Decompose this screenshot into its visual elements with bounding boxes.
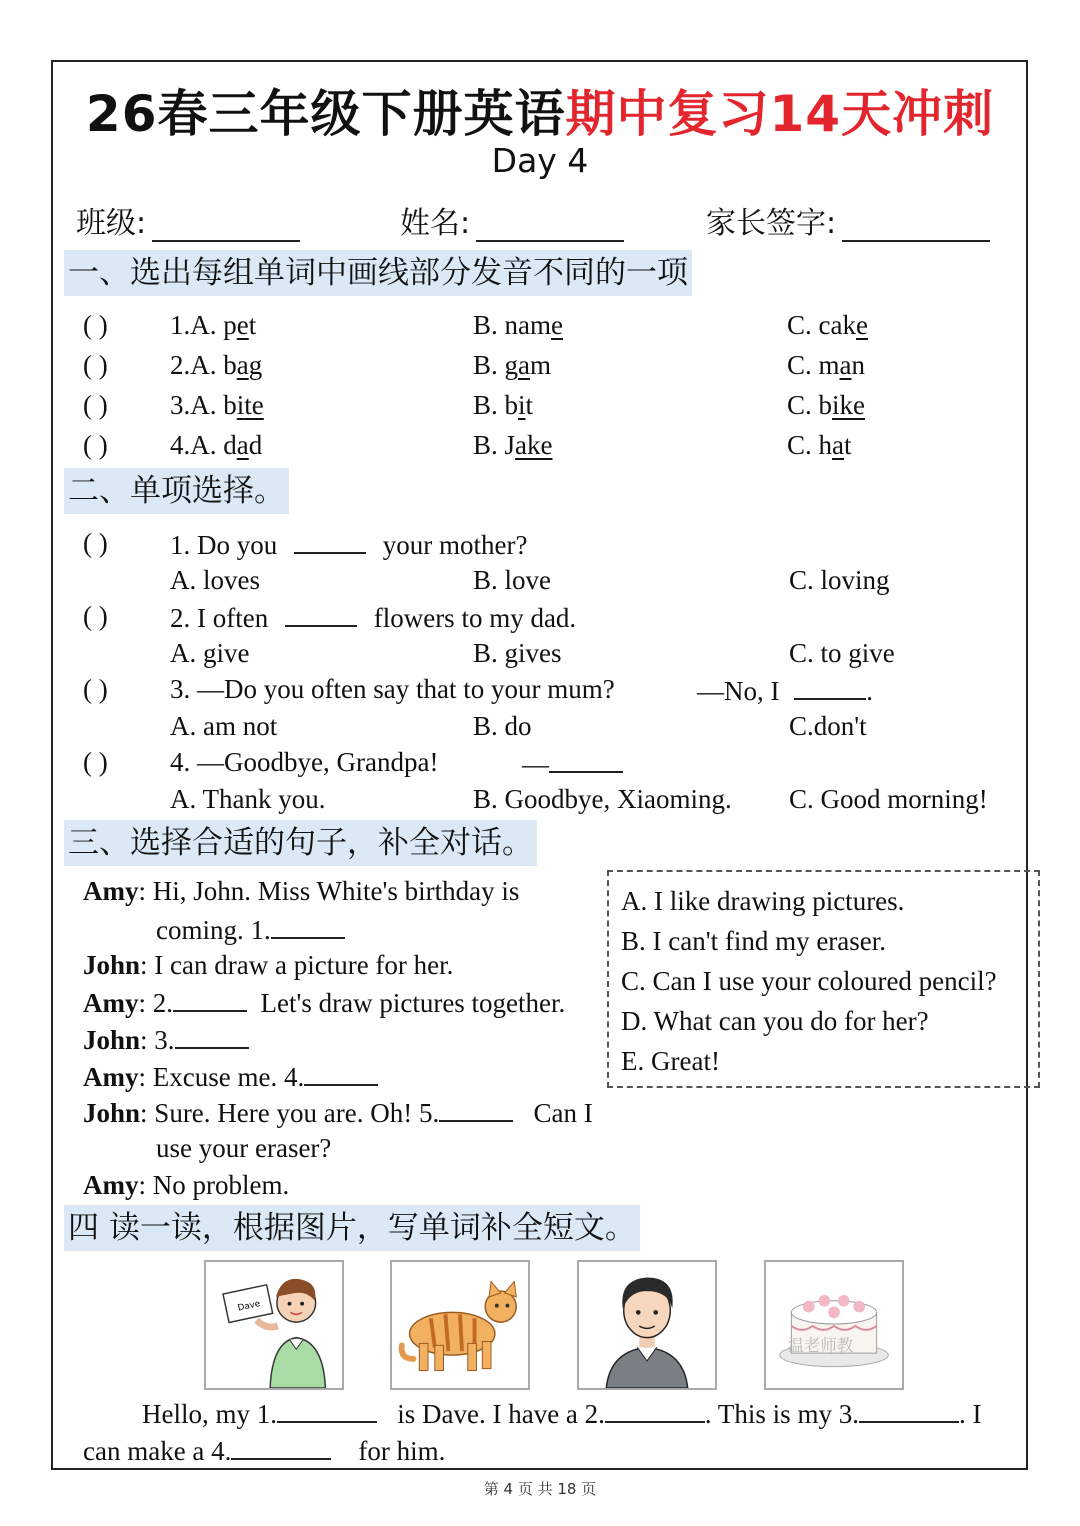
blank-4[interactable] [304,1060,378,1086]
day-label: Day 4 [491,141,589,180]
dialog-line-1b: coming. 1. [156,913,345,946]
option-a: 3.A. bite [170,390,264,420]
q1-option-b: B. love [473,565,551,595]
passage-line-2: can make a 4. for him. [83,1436,446,1466]
option-a: 4.A. dad [170,430,263,460]
q2-option-a: A. give [170,638,250,668]
section-1-heading: 一、选出每组单词中画线部分发音不同的一项 [64,250,692,296]
blank[interactable] [549,747,623,773]
option-b: B. name [473,310,563,340]
q4-option-b: B. Goodbye, Xiaoming. [473,784,732,814]
q1-option-c: C. loving [789,565,890,595]
blank[interactable] [794,674,866,700]
option-a: A. I like drawing pictures. [621,886,905,916]
blank-2[interactable] [173,986,247,1012]
option-c: C. Can I use your coloured pencil? [621,966,997,996]
blank-1[interactable] [271,913,345,939]
option-c: C. man [787,350,865,380]
answer-paren[interactable]: ( ) [83,430,108,460]
blank[interactable] [294,528,366,554]
section-2-heading: 二、单项选择。 [64,468,289,514]
q1-option-a: A. loves [170,565,260,595]
q2-option-b: B. gives [473,638,562,668]
dialog-line-6b: use your eraser? [156,1133,332,1163]
blank-1[interactable] [277,1397,377,1423]
answer-paren[interactable]: ( ) [83,747,108,777]
class-field: 班级: [76,198,300,242]
option-c: C. cake [787,310,868,340]
question-3: 3. —Do you often say that to your mum? [170,674,615,704]
dialog-line-6: John: Sure. Here you are. Oh! 5. Can I [83,1098,593,1128]
birthday-cake-icon [766,1262,902,1388]
option-a: 1.A. pet [170,310,257,340]
q4-option-c: C. Good morning! [789,784,988,814]
dialog-line-4: John: 3. [83,1023,249,1056]
section-4-heading: 四 读一读，根据图片，写单词补全短文。 [64,1205,640,1251]
blank-3[interactable] [859,1397,959,1423]
blank-4[interactable] [231,1434,331,1460]
orange-cat-icon [392,1262,528,1388]
question-4: 4. —Goodbye, Grandpa! [170,747,439,777]
dialog-line-3: Amy: 2. Let's draw pictures together. [83,988,566,1018]
q2-option-c: C. to give [789,638,895,668]
blank[interactable] [285,601,357,627]
answer-paren[interactable]: ( ) [83,601,108,631]
option-b: B. I can't find my eraser. [621,926,887,956]
blank-3[interactable] [175,1023,249,1049]
option-a: 2.A. bag [170,350,263,380]
option-c: C. bike [787,390,866,420]
answer-paren[interactable]: ( ) [83,310,108,340]
option-b: B. gam [473,350,552,380]
name-card-text: Dave [236,1299,262,1314]
dialog-line-1: Amy: Hi, John. Miss White's birthday is [83,876,520,906]
question-4-reply: — [522,747,623,780]
boy-with-name-card-icon [206,1262,342,1388]
question-2: 2. I often flowers to my dad. [170,603,577,633]
answer-paren[interactable]: ( ) [83,674,108,704]
blank-5[interactable] [439,1096,513,1122]
q3-option-a: A. am not [170,711,278,741]
answer-paren[interactable]: ( ) [83,350,108,380]
dialog-line-2: John: I can draw a picture for her. [83,950,454,980]
father-picture [577,1260,717,1390]
option-e: E. Great! [621,1046,720,1076]
question-1: 1. Do you your mother? [170,530,528,560]
section-3-heading: 三、选择合适的句子，补全对话。 [64,820,537,866]
q3-option-c: C.don't [789,711,867,741]
question-3-reply: —No, I . [697,676,873,706]
cake-picture [764,1260,904,1390]
option-b: B. bit [473,390,534,420]
option-d: D. What can you do for her? [621,1006,929,1036]
man-portrait-icon [579,1262,715,1388]
parent-signature-field: 家长签字: [706,198,990,242]
blank-2[interactable] [605,1397,705,1423]
class-blank[interactable] [152,210,300,242]
answer-paren[interactable]: ( ) [83,528,108,558]
cat-picture [390,1260,530,1390]
dialog-line-5: Amy: Excuse me. 4. [83,1060,378,1093]
option-b: B. Jake [473,430,553,460]
boy-picture [204,1260,344,1390]
page-number: 第 4 页 共 18 页 [483,1480,597,1498]
name-field: 姓名: [400,198,624,242]
page-title: 26春三年级下册英语期中复习14天冲刺 [85,85,995,143]
q4-option-a: A. Thank you. [170,784,326,814]
name-blank[interactable] [476,210,624,242]
option-c: C. hat [787,430,852,460]
signature-blank[interactable] [842,210,990,242]
passage-line-1: Hello, my 1. is Dave. I have a 2. . This is my 3. . I [142,1399,982,1429]
answer-paren[interactable]: ( ) [83,390,108,420]
watermark-text: 温老师教 [787,1336,854,1356]
q3-option-b: B. do [473,711,532,741]
dialog-line-7: Amy: No problem. [83,1170,290,1200]
